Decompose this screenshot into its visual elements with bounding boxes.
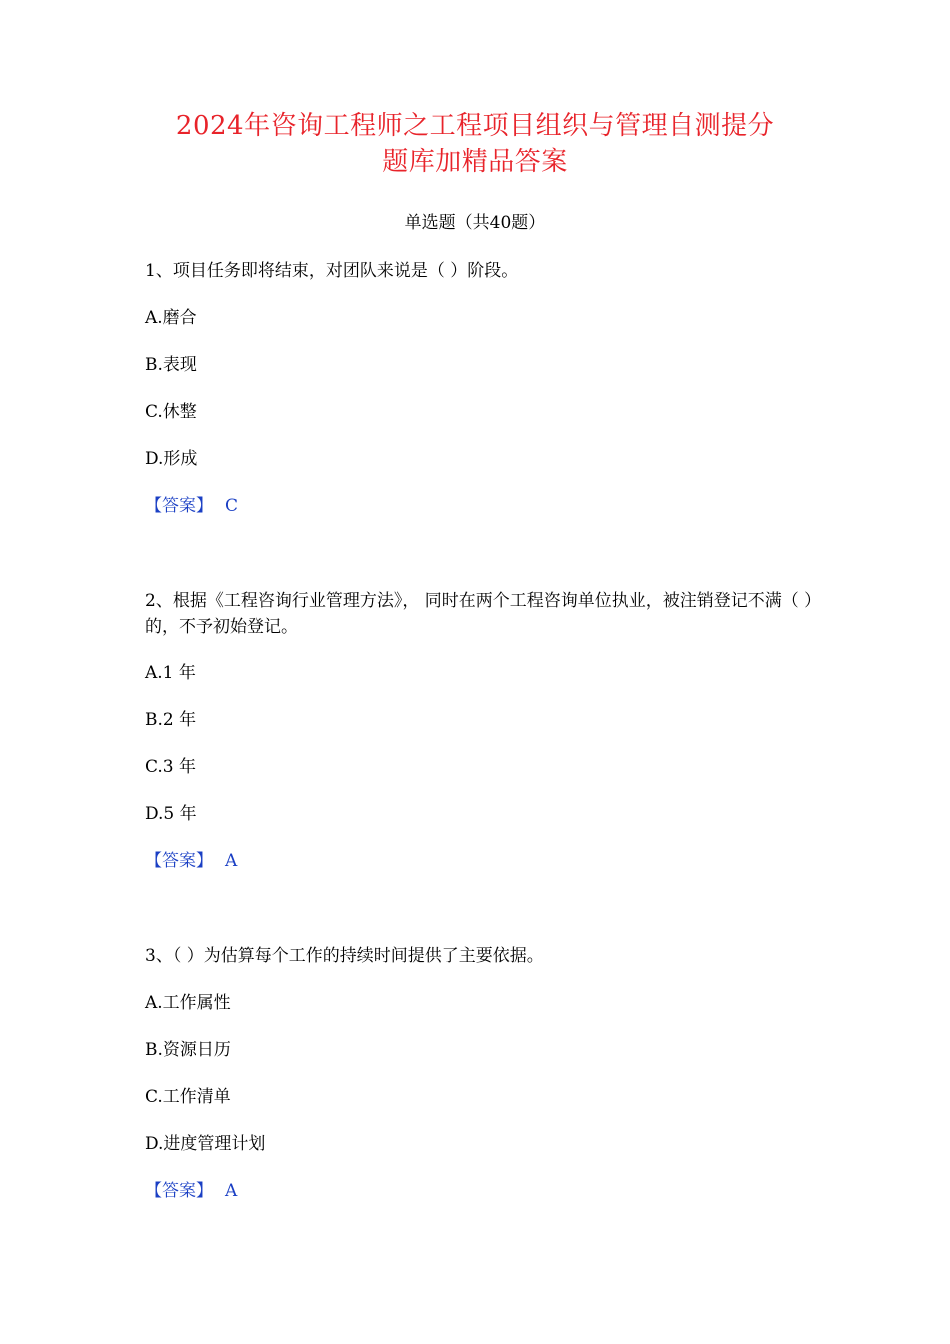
question-2-option-b: B.2 年 xyxy=(145,710,197,730)
question-2-option-d: D.5 年 xyxy=(145,804,197,824)
question-3-option-b: B.资源日历 xyxy=(145,1040,231,1060)
question-2-answer xyxy=(145,849,237,873)
question-1-option-a: A.磨合 xyxy=(145,308,197,328)
answer-value: C xyxy=(225,496,239,516)
question-1-option-c: C.休整 xyxy=(145,402,197,422)
answer-label: 【答案】 xyxy=(145,851,213,871)
answer-value: A xyxy=(225,851,238,871)
answer-label: 【答案】 xyxy=(145,496,213,516)
question-2-option-a: A.1 年 xyxy=(145,663,196,683)
question-1-option-d: D.形成 xyxy=(145,449,198,469)
question-3-answer xyxy=(145,1179,237,1203)
answer-value: A xyxy=(225,1181,238,1201)
question-1-option-b: B.表现 xyxy=(145,355,197,375)
question-1-answer xyxy=(145,494,238,518)
question-2-stem: 2、根据《工程咨询行业管理方法》， 同时在两个工程咨询单位执业，被注销登记不满（ ）的，不予初始登记。 xyxy=(145,591,813,637)
section-heading: 单选题（共40题） xyxy=(404,213,546,233)
question-1-stem: 1、项目任务即将结束，对团队来说是（ ）阶段。 xyxy=(145,261,519,281)
document-title-line2: 题库加精品答案 xyxy=(382,147,568,177)
question-3-option-a: A.工作属性 xyxy=(145,993,231,1013)
question-3-stem: 3、（ ）为估算每个工作的持续时间提供了主要依据。 xyxy=(145,946,544,966)
question-3-option-d: D.进度管理计划 xyxy=(145,1134,266,1154)
question-3-option-c: C.工作清单 xyxy=(145,1087,231,1107)
answer-label: 【答案】 xyxy=(145,1181,213,1201)
question-2-option-c: C.3 年 xyxy=(145,757,197,777)
document-title-line1: 2024年咨询工程师之工程项目组织与管理自测提分 xyxy=(175,111,775,141)
